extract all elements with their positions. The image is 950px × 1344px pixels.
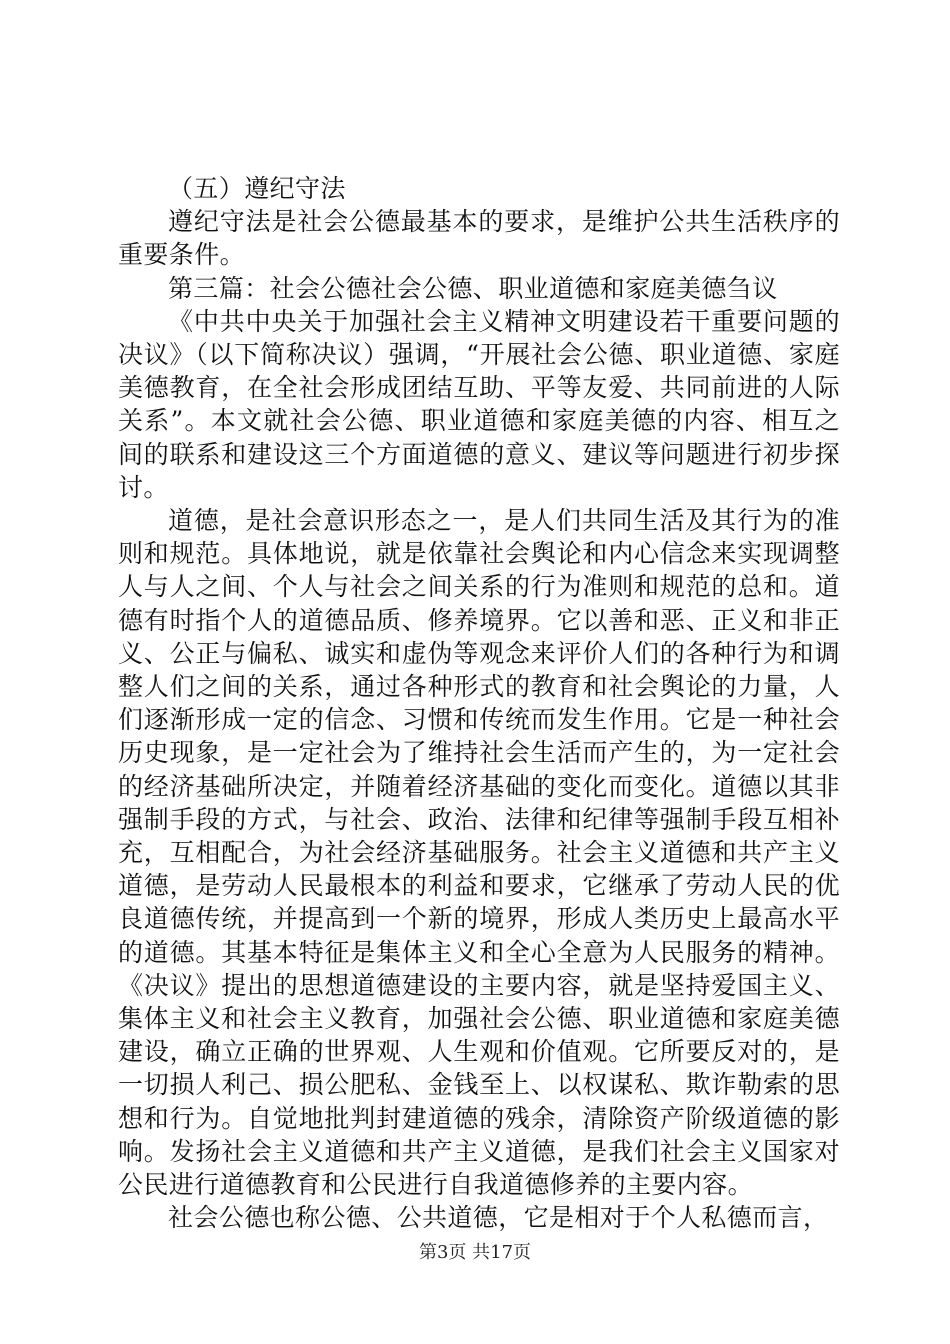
paragraph: 遵纪守法是社会公德最基本的要求，是维护公共生活秩序的重要条件。 <box>118 207 840 270</box>
page-number-footer: 第3页 共17页 <box>418 1242 532 1263</box>
paragraph: 《中共中央关于加强社会主义精神文明建设若干重要问题的决议》（以下简称决议）强调，“开展社会公德、职业道德、家庭美德教育，在全社会形成团结互助、平等友爱、共同前进的人际关系”。本文就社会公德、职业道德和家庭美德的内容、相互之间的联系和建设这三个方面道德的意义、建议等问题进行初步探讨。 <box>118 306 840 502</box>
document-body <box>118 172 840 1235</box>
paragraph: 社会公德也称公德、公共道德，它是相对于个人私德而言， <box>168 1203 829 1233</box>
section-heading: （五）遵纪守法 <box>168 174 346 203</box>
chapter-title: 第三篇：社会公德社会公德、职业道德和家庭美德刍议 <box>168 273 778 303</box>
paragraph: 道德，是社会意识形态之一，是人们共同生活及其行为的准则和规范。具体地说，就是依靠社会舆论和内心信念来实现调整人与人之间、个人与社会之间关系的行为准则和规范的总和。道德有时指个人的道德品质、修养境界。它以善和恶、正义和非正义、公正与偏私、诚实和虚伪等观念来评价人们的各种行为和调整人们之间的关系，通过各种形式的教育和社会舆论的力量，人们逐渐形成一定的信念、习惯和传统而发生作用。它是一种社会历史现象，是一定社会为了维持社会生活而产生的，为一定社会的经济基础所决定，并随着经济基础的变化而变化。道德以其非强制手段的方式，与社会、政治、法律和纪律等强制手段互相补充，互相配合，为社会经济基础服务。社会主义道德和共产主义道德，是劳动人民最根本的利益和要求，它继承了劳动人民的优良道德传统，并提高到一个新的境界，形成人类历史上最高水平的道德。其基本特征是集体主义和全心全意为人民服务的精神。《决议》提出的思想道德建设的主要内容，就是坚持爱国主义、集体主义和社会主义教育，加强社会公德、职业道德和家庭美德建设，确立正确的世界观、人生观和价值观。它所要反对的，是一切损人利己、损公肥私、金钱至上、以权谋私、欺诈勒索的思想和行为。自觉地批判封建道德的残余，清除资产阶级道德的影响。发扬社会主义道德和共产主义道德，是我们社会主义国家对公民进行道德教育和公民进行自我道德修养的主要内容。 <box>118 506 840 1200</box>
